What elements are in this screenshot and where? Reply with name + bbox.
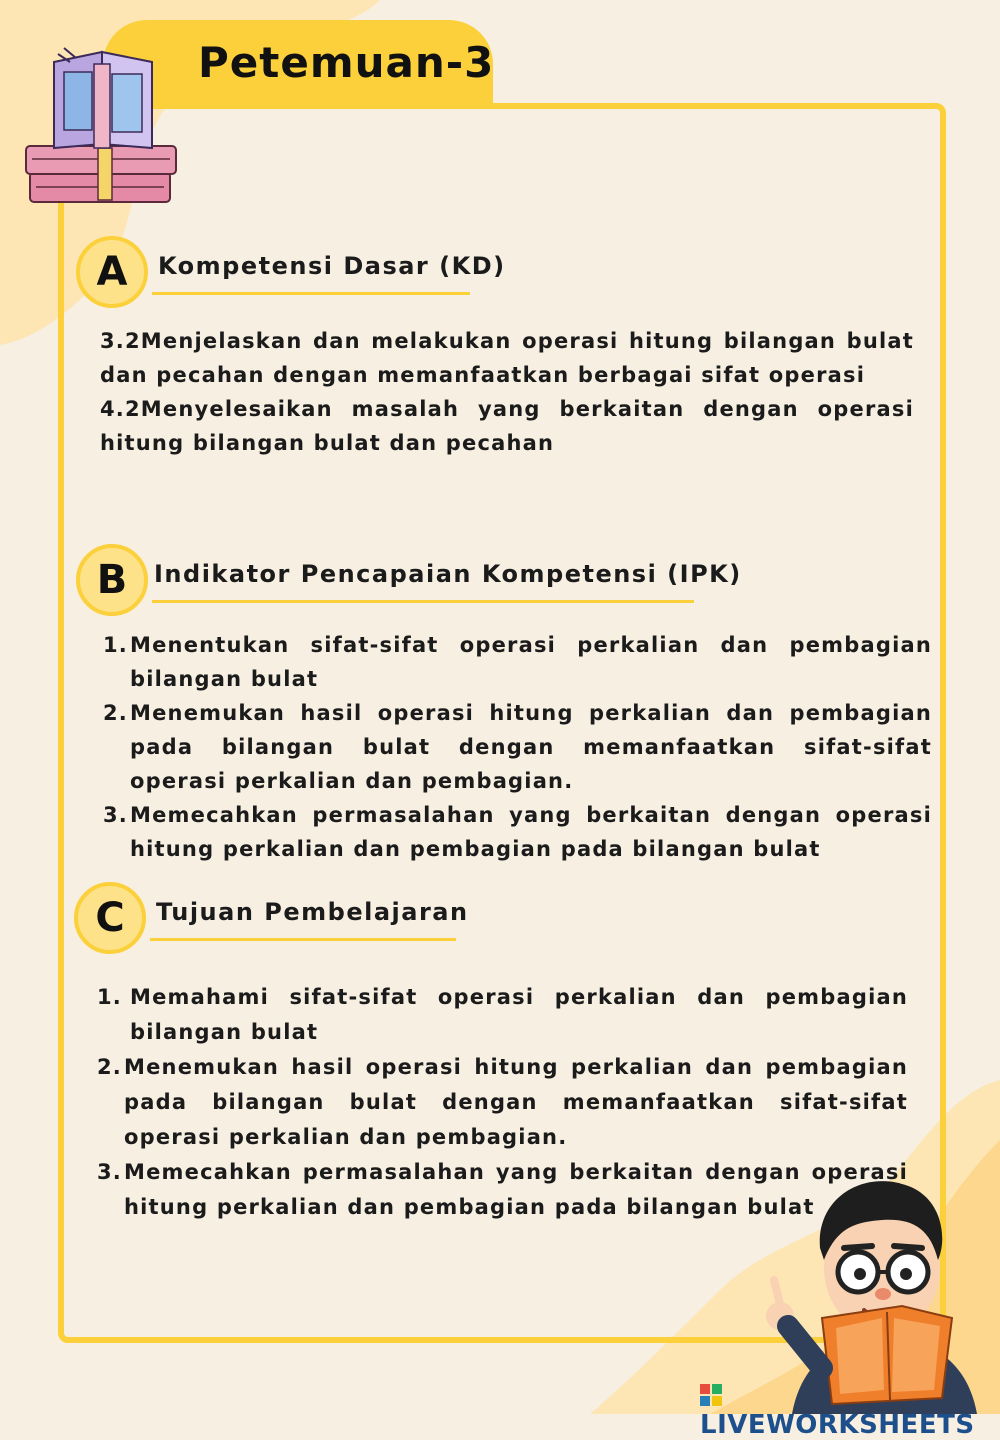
list-number: 3. [103,803,128,827]
list-number: 2. [97,1055,122,1079]
liveworksheets-logo-icon [700,1384,722,1406]
section-c-badge: C [74,882,146,954]
section-b-list [102,628,932,866]
list-number: 2. [103,701,128,725]
list-text: Memecahkan permasalahan yang berkaitan dengan operasi hitung perkalian dan pembagian pada bilangan bulat [124,1160,908,1219]
books-illustration [24,44,182,214]
section-a-header [76,236,506,306]
section-c-header [74,882,474,952]
page-title: Petemuan-3 [198,38,495,87]
list-text: Menemukan hasil operasi hitung perkalian dan pembagian pada bilangan bulat dengan memanfaatkan sifat-sifat operasi perkalian dan pembagian. [130,701,932,793]
section-b-underline [152,600,694,603]
list-item [102,696,932,798]
list-text: Memecahkan permasalahan yang berkaitan dengan operasi hitung perkalian dan pembagian pada bilangan bulat [130,803,932,861]
list-text: Menemukan hasil operasi hitung perkalian dan pembagian pada bilangan bulat dengan memanfaatkan sifat-sifat operasi perkalian dan pembagian. [124,1055,908,1149]
kd-item: 3.2Menjelaskan dan melakukan operasi hitung bilangan bulat dan pecahan dengan memanfaatkan berbagai sifat operasi [100,329,914,387]
section-b-heading: Indikator Pencapaian Kompetensi (IPK) [154,560,742,588]
section-a-heading: Kompetensi Dasar (KD) [158,252,506,280]
section-c-heading: Tujuan Pembelajaran [156,898,469,926]
list-item [102,798,932,866]
list-text: Memahami sifat-sifat operasi perkalian dan pembagian bilangan bulat [130,985,908,1044]
list-number: 3. [97,1160,122,1184]
liveworksheets-watermark [700,1380,1000,1440]
watermark-text: LIVEWORKSHEETS [700,1410,975,1440]
list-text: Menentukan sifat-sifat operasi perkalian dan pembagian bilangan bulat [130,633,932,691]
section-b-header [76,544,742,614]
teacher-illustration [752,1168,982,1414]
list-number: 1. [103,633,128,657]
list-item [96,1050,908,1155]
list-number: 1. [97,985,122,1009]
section-c-underline [150,938,456,941]
list-item [102,628,932,696]
section-a-underline [152,292,470,295]
section-a-content [100,324,914,460]
kd-item: 4.2Menyelesaikan masalah yang berkaitan dengan operasi hitung bilangan bulat dan pecahan [100,397,914,455]
section-b-badge: B [76,544,148,616]
list-item [96,980,908,1050]
section-a-badge: A [76,236,148,308]
